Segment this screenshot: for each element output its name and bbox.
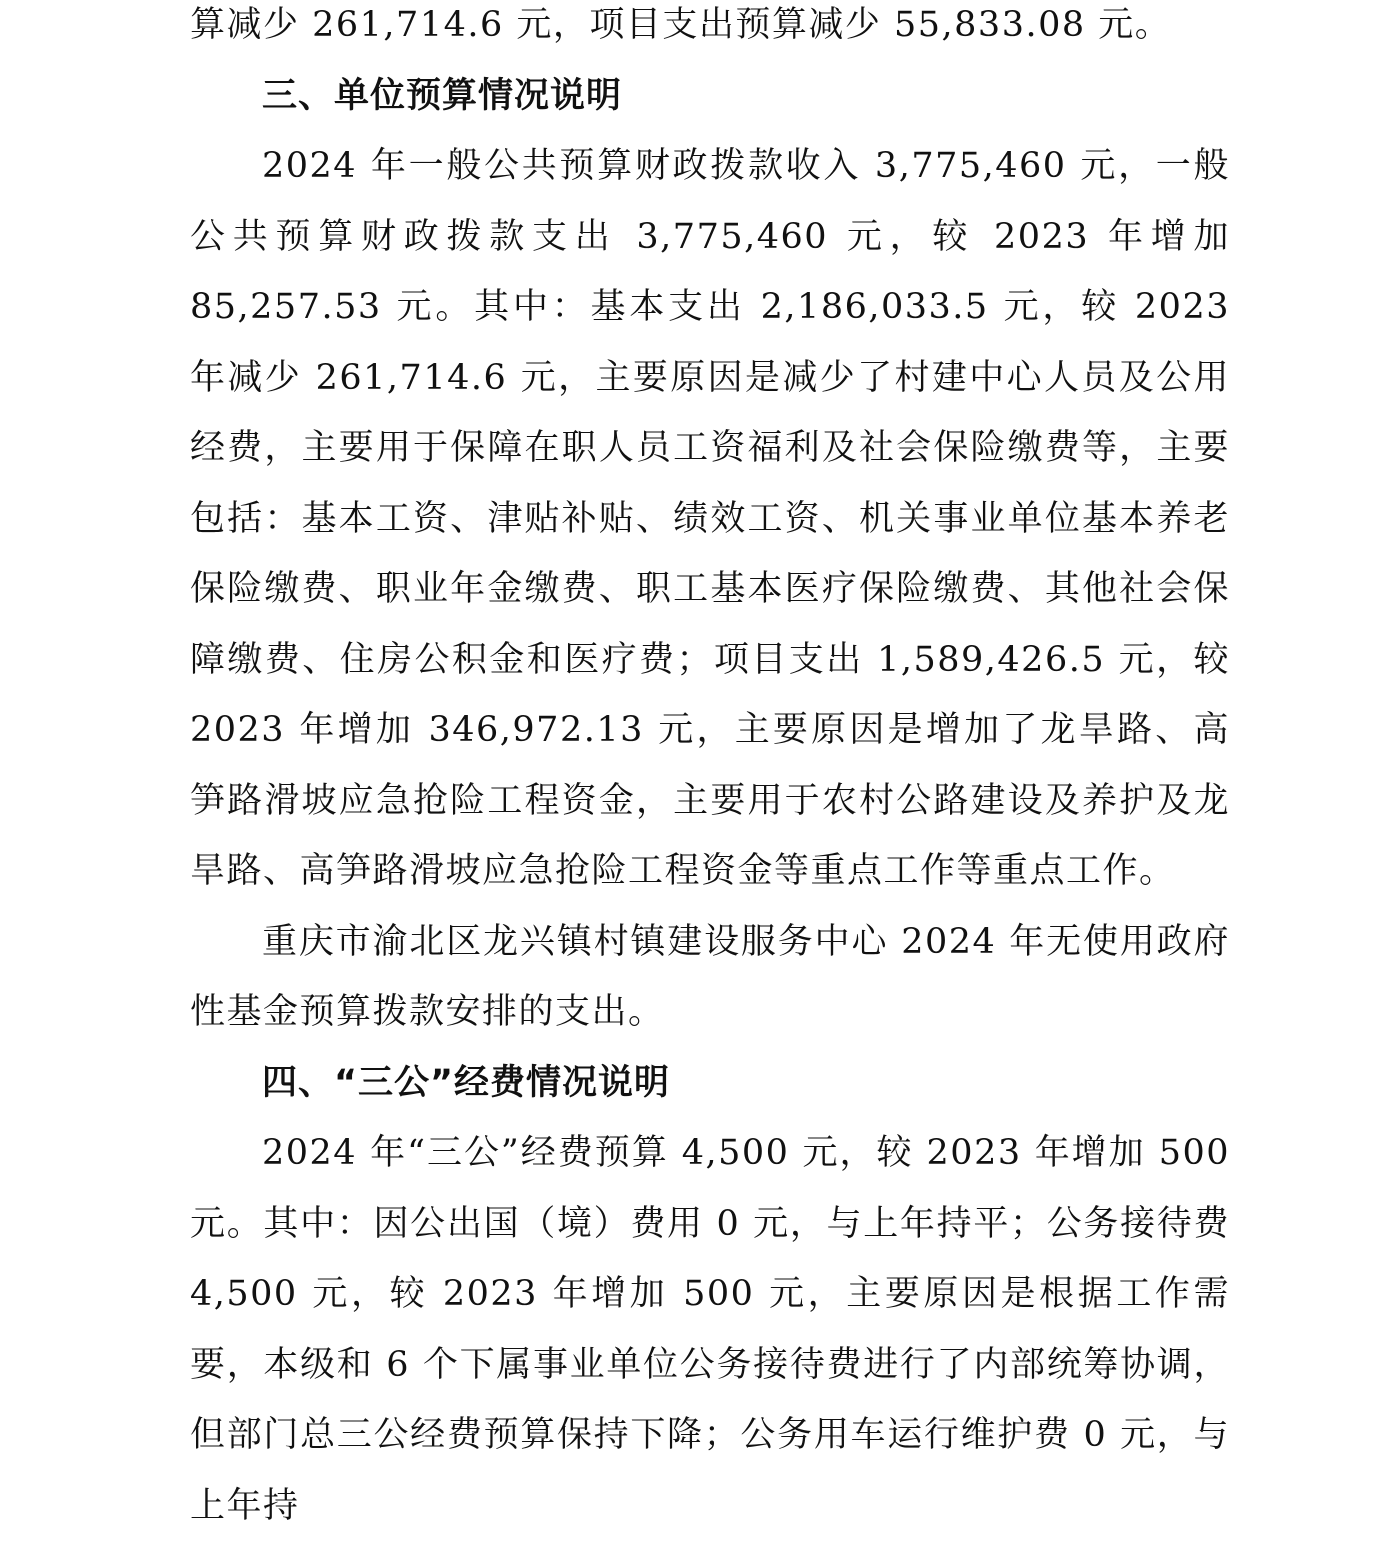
unit-budget-paragraph: 2024 年一般公共预算财政拨款收入 3,775,460 元，一般公共预算财政拨款支出 3,775,460 元，较 2023 年增加 85,257.53 元。其中：基本支出 2,186,033.5 元，较 2023 年减少 261,714.6 元，主要原因是减少了村建中心人员及公用经费，主要用于保障在职人员工资福利及社会保险缴费等，主要包括：基本工资、津贴补贴、绩效工资、机关事业单位基本养老保险缴费、职业年金缴费、职工基本医疗保险缴费、其他社会保障缴费、住房公积金和医疗费；项目支出 1,589,426.5 元，较 2023 年增加 346,972.13 元，主要原因是增加了龙旱路、高笋路滑坡应急抢险工程资金，主要用于农村公路建设及养护及龙旱路、高笋路滑坡应急抢险工程资金等重点工作等重点工作。 bbox=[190, 146, 1230, 891]
section-heading-unit-budget: 三、单位预算情况说明 bbox=[262, 75, 623, 116]
document-body bbox=[190, 0, 1230, 1541]
three-public-expenses-paragraph: 2024 年“三公”经费预算 4,500 元，较 2023 年增加 500 元。其中：因公出国（境）费用 0 元，与上年持平；公务接待费 4,500 元，较 2023 年增加 500 元，主要原因是根据工作需要，本级和 6 个下属事业单位公务接待费进行了内部统筹协调，但部门总三公经费预算保持下降；公务用车运行维护费 0 元，与上年持 bbox=[190, 1133, 1230, 1526]
continuation-paragraph: 算减少 261,714.6 元，项目支出预算减少 55,833.08 元。 bbox=[190, 5, 1172, 45]
section-heading-three-public-expenses: 四、“三公”经费情况说明 bbox=[262, 1062, 671, 1103]
government-fund-paragraph: 重庆市渝北区龙兴镇村镇建设服务中心 2024 年无使用政府性基金预算拨款安排的支出。 bbox=[190, 921, 1230, 1032]
